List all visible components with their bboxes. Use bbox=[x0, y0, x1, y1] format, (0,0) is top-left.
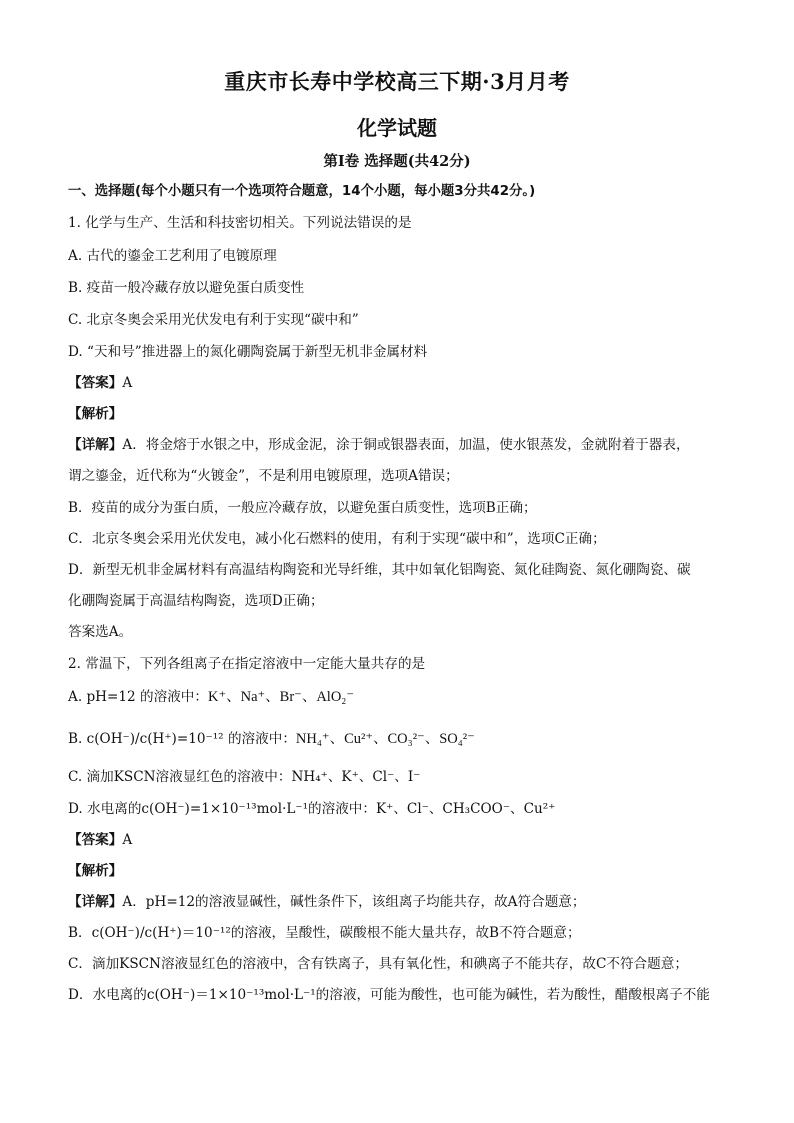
q1-option-d: D. “天和号”推进器上的氮化硼陶瓷属于新型无机非金属材料 bbox=[68, 344, 428, 360]
q2-detail-line-2: B．c(OH⁻)/c(H⁺)＝10⁻¹²的溶液，呈酸性，碳酸根不能大量共存，故B不符合题意； bbox=[68, 925, 581, 941]
q2-option-a: A. pH=12 的溶液中：K⁺、Na⁺、Br⁻、AlO₂⁻ bbox=[68, 689, 355, 705]
q2-stem: 2. 常温下，下列各组离子在指定溶液中一定能大量共存的是 bbox=[68, 656, 426, 672]
part-title: 第Ⅰ卷 选择题(共42分) bbox=[323, 153, 471, 170]
q2-option-c: C. 滴加KSCN溶液显红色的溶液中：NH₄⁺、K⁺、Cl⁻、I⁻ bbox=[68, 769, 421, 785]
q1-detail-line-7: 答案选A。 bbox=[68, 624, 133, 640]
q1-option-b: B. 疫苗一般冷藏存放以避免蛋白质变性 bbox=[68, 280, 305, 296]
q2-detail-line-4: D．水电离的c(OH⁻)＝1×10⁻¹³mol·L⁻¹的溶液，可能为酸性，也可能为碱性，若为酸性，醋酸根离子不能 bbox=[68, 987, 710, 1003]
subject-title: 化学试题 bbox=[357, 116, 437, 140]
q1-answer: 【答案】A bbox=[68, 375, 133, 391]
q1-option-c: C. 北京冬奥会采用光伏发电有利于实现“碳中和” bbox=[68, 312, 359, 328]
q1-stem: 1. 化学与生产、生活和科技密切相关。下列说法错误的是 bbox=[68, 215, 412, 231]
q2-option-b: B. c(OH⁻)/c(H⁺)=10⁻¹² 的溶液中：NH₄⁺、Cu²⁺、CO₃²⁻、SO₄²⁻ bbox=[68, 731, 475, 747]
q1-detail-line-6: 化硼陶瓷属于高温结构陶瓷，选项D正确； bbox=[68, 593, 324, 609]
section-heading: 一、选择题(每个小题只有一个选项符合题意，14个小题，每小题3分共42分。) bbox=[68, 184, 536, 199]
q1-option-a: A. 古代的鎏金工艺利用了电镀原理 bbox=[68, 248, 277, 264]
q1-analysis: 【解析】 bbox=[68, 406, 123, 422]
q1-detail-line-4: C．北京冬奥会采用光伏发电，减小化石燃料的使用，有利于实现“碳中和”，选项C正确； bbox=[68, 531, 606, 547]
q1-detail-line-3: B．疫苗的成分为蛋白质，一般应冷藏存放，以避免蛋白质变性，选项B正确； bbox=[68, 500, 537, 516]
q2-detail-line-1: 【详解】A．pH=12的溶液显碱性，碱性条件下，该组离子均能共存，故A符合题意； bbox=[68, 894, 586, 910]
q2-option-d: D. 水电离的c(OH⁻)=1×10⁻¹³mol·L⁻¹的溶液中：K⁺、Cl⁻、CH₃COO⁻、Cu²⁺ bbox=[68, 801, 556, 817]
exam-title: 重庆市长寿中学校高三下期·3月月考 bbox=[224, 69, 570, 94]
q2-analysis: 【解析】 bbox=[68, 863, 123, 879]
q1-detail-line-2: 谓之鎏金，近代称为“火镀金”，不是利用电镀原理，选项A错误； bbox=[68, 468, 459, 484]
q2-detail-line-3: C．滴加KSCN溶液显红色的溶液中，含有铁离子，具有氧化性，和碘离子不能共存，故C不符合题意； bbox=[68, 956, 688, 972]
q2-answer: 【答案】A bbox=[68, 832, 133, 848]
q1-detail-line-5: D．新型无机非金属材料有高温结构陶瓷和光导纤维，其中如氧化铝陶瓷、氮化硅陶瓷、氮化硼陶瓷、碳 bbox=[68, 562, 691, 578]
q1-detail-line-1: 【详解】A．将金熔于水银之中，形成金泥，涂于铜或银器表面，加温，使水银蒸发，金就附着于器表， bbox=[68, 437, 690, 453]
